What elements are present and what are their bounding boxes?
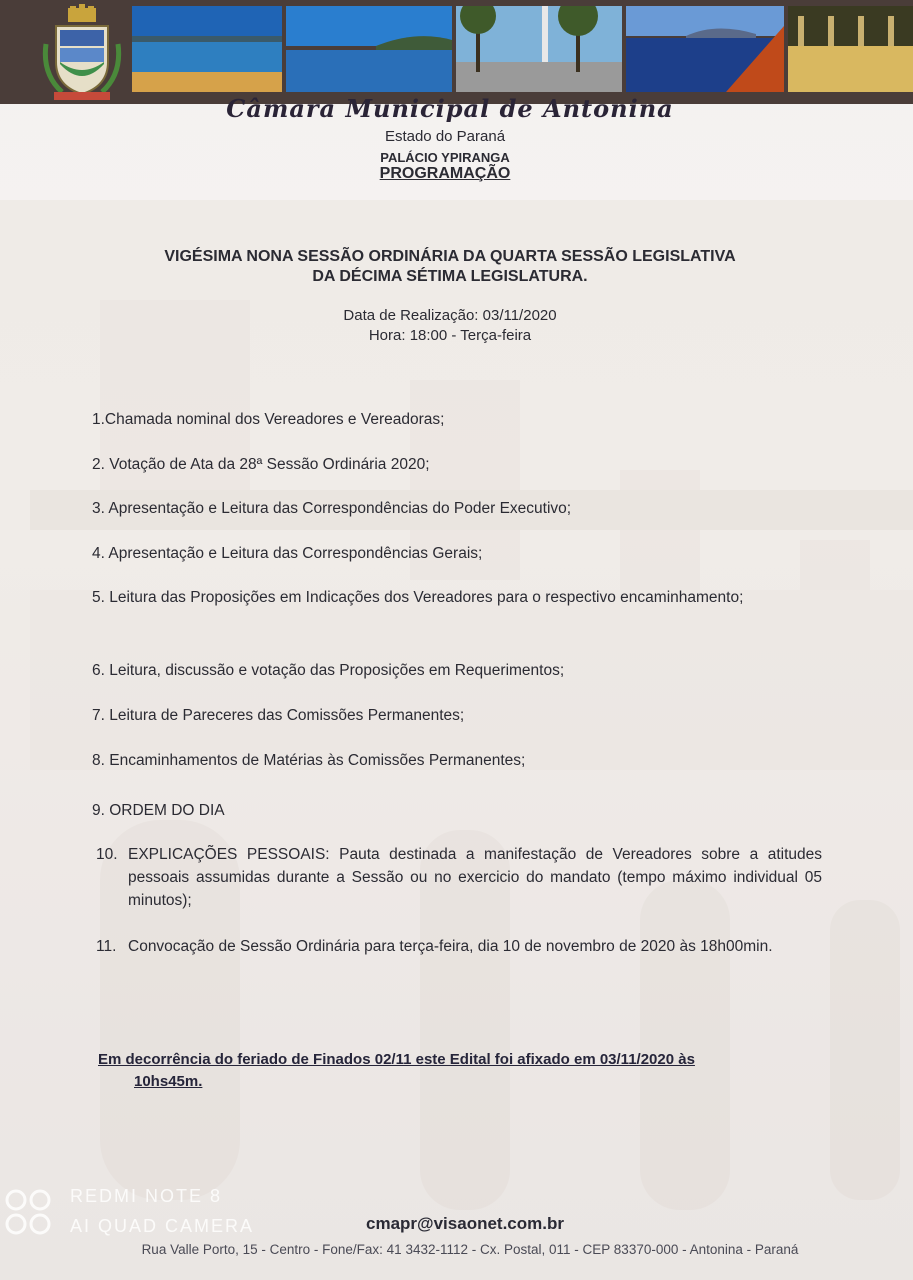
agenda-item-10-text: EXPLICAÇÕES PESSOAIS: Pauta destinada a manifestação de Vereadores sobre a atitudes pessoais assumidas durante a Sessão ou no exercicio do mandato (tempo máximo individual 05 minutos);: [128, 846, 822, 909]
agenda-item-10: [96, 843, 822, 912]
bay-photo-1: [132, 6, 282, 92]
agenda-item-3: 3. Apresentação e Leitura das Correspondências do Poder Executivo;: [92, 500, 572, 517]
session-title-line-2: DA DÉCIMA SÉTIMA LEGISLATURA.: [312, 268, 588, 285]
session-time: Hora: 18:00 - Terça-feira: [368, 327, 532, 344]
session-title: [90, 247, 810, 287]
quad-camera-icon: [4, 1188, 52, 1236]
posting-notice-line-2: 10hs45m.: [134, 1073, 203, 1090]
agenda-item-6: 6. Leitura, discussão e votação das Proposições em Requerimentos;: [92, 662, 565, 679]
program-label: PROGRAMAÇÃO: [379, 165, 511, 182]
camera-model-label: REDMI NOTE 8: [70, 1186, 223, 1206]
camera-watermark: [4, 1186, 264, 1242]
agenda-item-11: [96, 935, 822, 958]
agenda-item-8: 8. Encaminhamentos de Matérias às Comissões Permanentes;: [92, 752, 526, 769]
header-photo-strip: [0, 0, 913, 104]
palace-name: PALÁCIO YPIRANGA: [380, 150, 510, 165]
posting-notice: [98, 1049, 818, 1093]
sunset-bay-photo: [626, 6, 784, 92]
agenda-item-10-number: 10.: [96, 846, 118, 863]
session-date: Data de Realização: 03/11/2020: [343, 307, 557, 324]
agenda-item-5: 5. Leitura das Proposições em Indicações dos Vereadores para o respectivo encaminhamento;: [92, 589, 744, 606]
contact-email: cmapr@visaonet.com.br: [366, 1214, 564, 1233]
palm-avenue-photo: [456, 6, 622, 92]
camera-subtitle-label: AI QUAD CAMERA: [70, 1216, 255, 1236]
agenda-item-4: 4. Apresentação e Leitura das Correspondências Gerais;: [92, 545, 483, 562]
bay-photo-2: [286, 6, 452, 92]
session-title-line-1: VIGÉSIMA NONA SESSÃO ORDINÁRIA DA QUARTA SESSÃO LEGISLATIVA: [164, 248, 736, 265]
agenda-item-11-number: 11.: [96, 938, 117, 955]
agenda-item-9: 9. ORDEM DO DIA: [92, 802, 225, 819]
agenda-item-7: 7. Leitura de Pareceres das Comissões Permanentes;: [92, 707, 465, 724]
state-name: Estado do Paraná: [384, 128, 506, 145]
contact-address: Rua Valle Porto, 15 - Centro - Fone/Fax: 41 3432-1112 - Cx. Postal, 011 - CEP 83370-000 - Antonina - Paraná: [141, 1242, 799, 1257]
agenda-item-11-text: Convocação de Sessão Ordinária para terça-feira, dia 10 de novembro de 2020 às 18h00min.: [128, 938, 773, 955]
posting-notice-line-1: Em decorrência do feriado de Finados 02/11 este Edital foi afixado em 03/11/2020 às: [98, 1051, 695, 1068]
institution-name: Câmara Municipal de Antonina: [226, 94, 674, 123]
agenda-item-2: 2. Votação de Ata da 28ª Sessão Ordinária 2020;: [92, 456, 430, 473]
historic-building-photo: [788, 6, 913, 92]
agenda-item-1: 1.Chamada nominal dos Vereadores e Vereadoras;: [92, 411, 445, 428]
city-emblem: [40, 4, 124, 102]
